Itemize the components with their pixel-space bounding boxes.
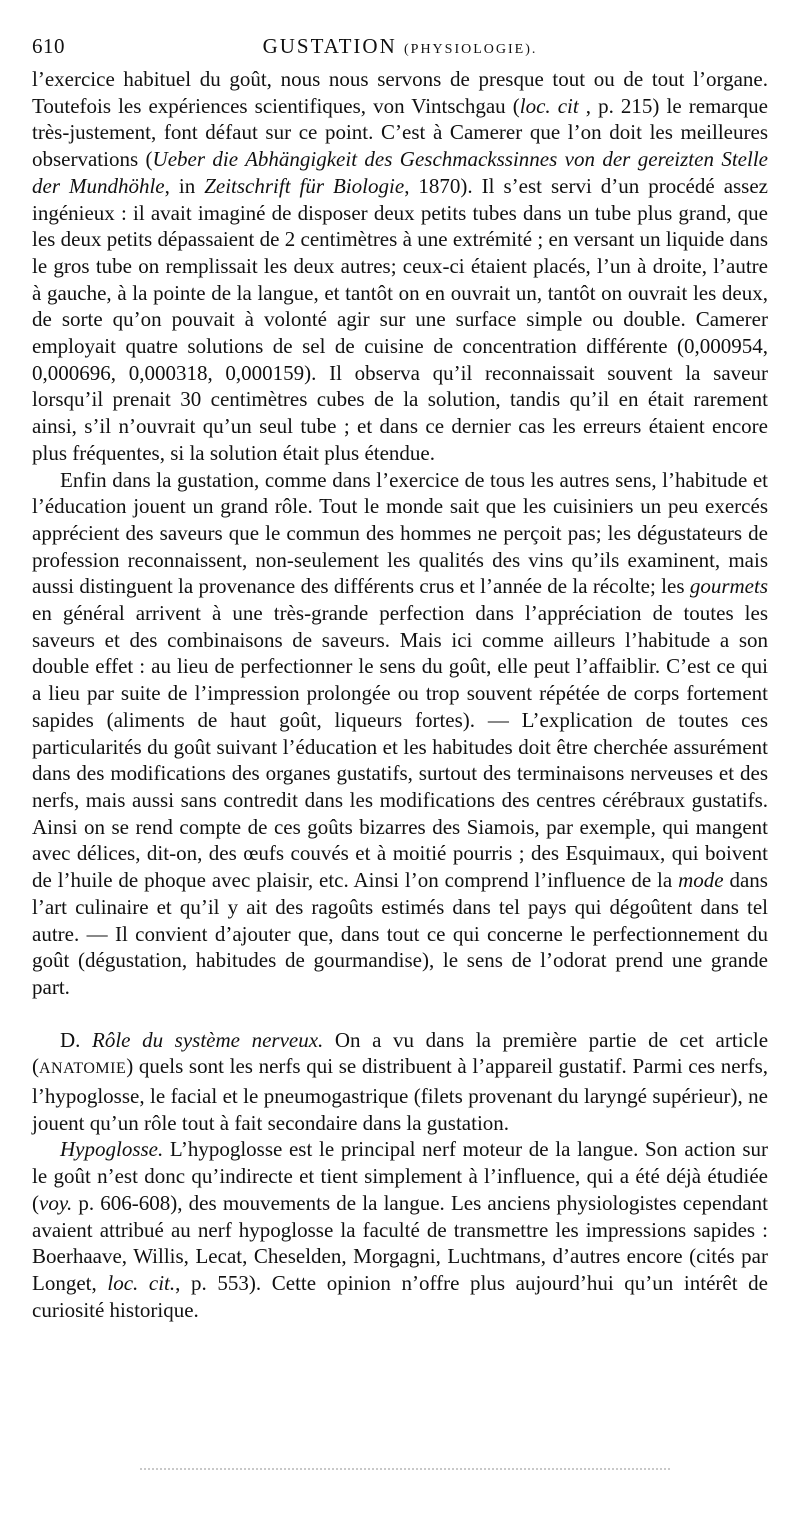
text-run: , p. 553). Cette opinion n’offre plus aujourd’hui qu’un intérêt de curiosité historique. [32, 1270, 768, 1322]
section-heading-italic: Rôle du système nerveux. [92, 1027, 324, 1052]
emphasis-italic: mode [678, 868, 724, 893]
paragraph-section-d [32, 1027, 768, 1137]
work-title-italic: Ueber die Abhängigkeit des Geschmackssinnes von der gereizten Stelle der Mundhöhle [32, 147, 768, 198]
citation-italic: loc. cit. [107, 1270, 176, 1295]
page-body [32, 66, 768, 1323]
running-subtitle: (PHYSIOLOGIE). [404, 42, 538, 57]
book-page [32, 34, 768, 1323]
paragraph-continuation [32, 66, 768, 467]
citation-italic: voy. [39, 1190, 73, 1215]
citation-italic: loc. cit [519, 93, 579, 118]
text-run: , 1870). Il s’est servi d’un procédé assez ingénieux : il avait imaginé de disposer deux petits tubes dans un tube plus grand, que les deux petits dépassaient de 2 centimètres à une extrémité ; en versant un liquide dans le gros tube on remplissait les deux autres; ceux-ci étaient placés, l’un à droite, l’autre à gauche, à la pointe de la langue, et tantôt on en ouvrait un, tantôt on ouvrait les deux, de sorte qu’on pouvait à volonté agir sur une surface simple ou double. Camerer employait quatre solutions de sel de cuisine de concentration différente (0,000954, 0,000696, 0,000318, 0,000159). Il observa qu’il reconnaissait souvent la saveur lorsqu’il prenait 30 centimètres cubes de la solution, tandis qu’il en était rarement ainsi, s’il n’ouvrait qu’un seul tube ; et dans ce dernier cas les erreurs étaient encore plus fréquentes, si la solution était plus étendue. [32, 173, 768, 465]
small-caps-reference: ANATOMIE [39, 1060, 127, 1078]
subsection-heading-italic: Hypoglosse. [60, 1137, 164, 1162]
section-spacer [32, 1001, 768, 1027]
text-run: l’exercice habituel du goût, nous nous servons de presque tout ou de tout l’organe. Toutefois les expériences scientifiques, von Vintschgau ( [32, 67, 768, 118]
scan-bleed-through [140, 1468, 670, 1470]
text-run: p. 606-608), des mouvements de la langue. Les anciens physiologistes cependant avaient attribué au nerf hypoglosse la faculté de transmettre les impressions sapides : Boerhaave, Willis, Lecat, Cheselden, Morgagni, Luchtmans, d’autres encore (cités par Longet, [32, 1190, 768, 1295]
paragraph-hypoglosse [32, 1136, 768, 1323]
running-head [32, 34, 768, 59]
paragraph-habitude [32, 467, 768, 1001]
page-header [32, 34, 768, 62]
text-run: en général arrivent à une très-grande perfection dans l’appréciation de toutes les saveurs et des combinaisons de saveurs. Mais ici comme ailleurs l’habitude a son double effet : au lieu de perfectionner le sens du goût, elle peut l’affaiblir. C’est ce qui a lieu par suite de l’impression prolongée ou trop souvent répétée de corps fortement sapides (aliments de haut goût, liqueurs fortes). — L’explication de toutes ces particularités du goût suivant l’éducation et les habitudes doit être cherchée assurément dans des modifications des organes gustatifs, surtout des terminaisons nerveuses et des nerfs, mais aussi sans contredit dans les modifications des centres cérébraux gustatifs. Ainsi on se rend compte de ces goûts bizarres des Siamois, par exemple, qui mangent avec délices, dit-on, des œufs couvés et à moitié pourris ; des Esquimaux, qui boivent de l’huile de phoque avec plaisir, etc. Ainsi l’on comprend l’influence de la [32, 601, 768, 893]
page-number: 610 [32, 34, 65, 58]
text-run: On a vu dans la première partie de cet article ( [32, 1027, 769, 1079]
text-run: , p. 215) le remarque très-justement, font défaut sur ce point. C’est à Camerer que l’on doit les meilleures observations ( [32, 93, 768, 172]
text-run: Enfin dans la gustation, comme dans l’exercice de tous les autres sens, l’habitude et l’éducation jouent un grand rôle. Tout le monde sait que les cuisiniers un peu exercés apprécient des saveurs que le commun des hommes ne perçoit pas; les dégustateurs de profession reconnaissent, non-seulement les qualités des vins qu’ils examinent, mais aussi distinguent la provenance des différents crus et l’année de la récolte; les [32, 467, 768, 599]
journal-title-italic: Zeitschrift für Biologie [204, 173, 405, 198]
section-label: D. [60, 1027, 93, 1052]
emphasis-italic: gourmets [689, 574, 768, 599]
text-run: dans l’art culinaire et qu’il y ait des ragoûts estimés dans tel pays qui dégoûtent dans tel autre. — Il convient d’ajouter que, dans tout ce qui concerne le perfectionnement du goût (dégustation, habitudes de gourmandise), le sens de l’odorat prend une grande part. [32, 868, 768, 999]
text-run: L’hypoglosse est le principal nerf moteur de la langue. Son action sur le goût n’est donc qu’indirecte et tient simplement à l’influence, qui a été déjà étudiée ( [32, 1137, 768, 1215]
text-run: ) quels sont les nerfs qui se distribuent à l’appareil gustatif. Parmi ces nerfs, l’hypoglosse, le facial et le pneumogastrique (filets provenant du laryngé supérieur), ne jouent qu’un rôle tout à fait secondaire dans la gustation. [32, 1054, 768, 1135]
running-title: GUSTATION [262, 34, 397, 58]
text-run: , in [164, 173, 205, 198]
